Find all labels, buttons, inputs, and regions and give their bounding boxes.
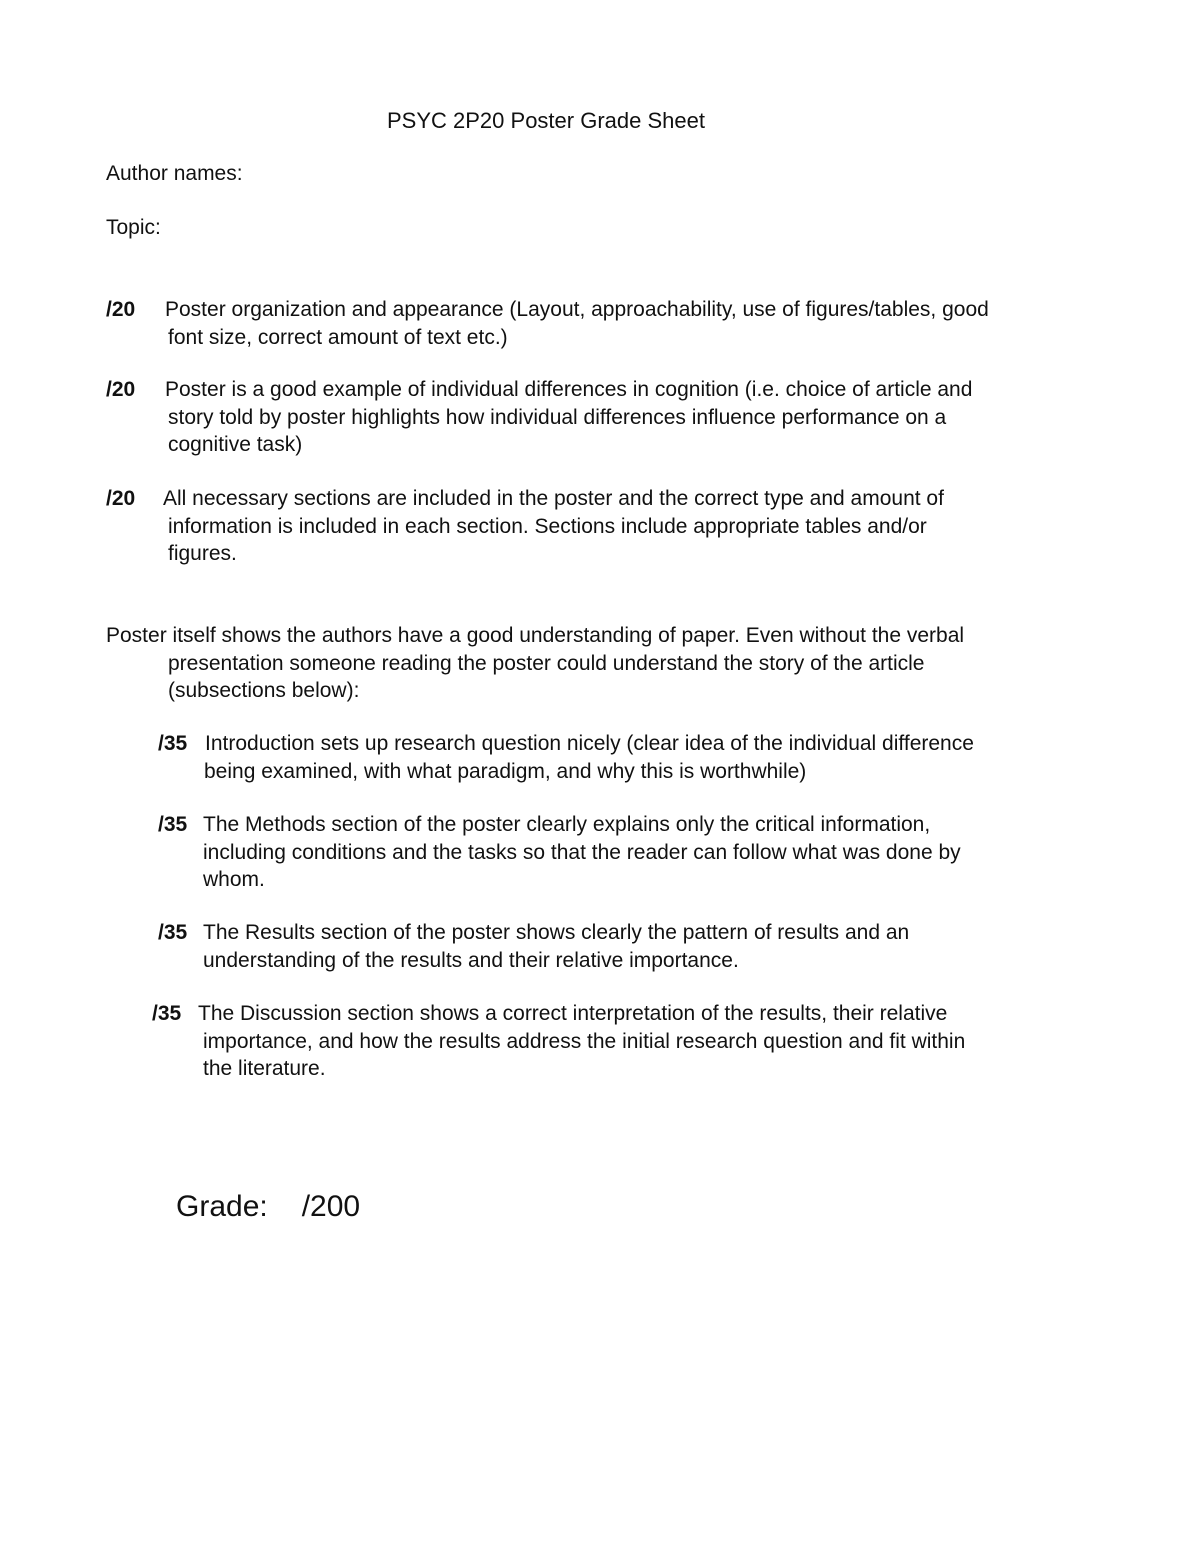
criterion-score: /35 bbox=[158, 732, 188, 755]
criterion-score: /20 bbox=[106, 298, 136, 321]
criterion-text-line: figures. bbox=[168, 542, 237, 565]
grade-line bbox=[176, 1190, 360, 1224]
understanding-intro bbox=[106, 622, 1106, 705]
criterion-text-line: including conditions and the tasks so that the reader can follow what was done by bbox=[203, 840, 961, 864]
criterion-score: /35 bbox=[158, 813, 188, 836]
author-names-label: Author names: bbox=[106, 162, 243, 185]
page-title: PSYC 2P20 Poster Grade Sheet bbox=[387, 108, 705, 133]
criterion-text-line: font size, correct amount of text etc.) bbox=[168, 325, 508, 349]
criterion-text-line: importance, and how the results address the initial research question and fit within bbox=[203, 1029, 966, 1053]
intro-text-line: Poster itself shows the authors have a good understanding of paper. Even without the verbal bbox=[106, 624, 965, 647]
criterion-text-line: information is included in each section. Sections include appropriate tables and/or bbox=[168, 514, 927, 538]
topic-label: Topic: bbox=[106, 216, 161, 239]
criterion-text-line: the literature. bbox=[203, 1057, 326, 1080]
grade-label: Grade: bbox=[176, 1190, 268, 1223]
criterion-text-line: The Methods section of the poster clearly explains only the critical information, bbox=[203, 813, 931, 836]
intro-text-line: (subsections below): bbox=[168, 679, 360, 702]
criterion-text-line: Introduction sets up research question nicely (clear idea of the individual difference bbox=[205, 732, 974, 755]
criterion-score: /35 bbox=[152, 1002, 182, 1025]
grade-total: /200 bbox=[301, 1190, 361, 1223]
criterion-text-line: whom. bbox=[203, 868, 265, 891]
criterion-text-line: The Discussion section shows a correct interpretation of the results, their relative bbox=[198, 1002, 948, 1025]
criterion-text-line: Poster is a good example of individual differences in cognition (i.e. choice of article and bbox=[165, 378, 973, 401]
criterion-text-line: cognitive task) bbox=[168, 433, 303, 456]
criterion-score: /20 bbox=[106, 487, 136, 510]
criterion-score: /35 bbox=[158, 921, 188, 944]
criterion-text-line: story told by poster highlights how individual differences influence performance on a bbox=[168, 405, 947, 429]
criterion-text-line: Poster organization and appearance (Layout, approachability, use of figures/tables, good bbox=[165, 298, 989, 321]
criterion-score: /20 bbox=[106, 378, 136, 401]
criterion-text-line: All necessary sections are included in the poster and the correct type and amount of bbox=[163, 487, 944, 510]
criterion-text-line: being examined, with what paradigm, and why this is worthwhile) bbox=[204, 759, 807, 783]
criterion-text-line: understanding of the results and their relative importance. bbox=[203, 948, 739, 972]
criterion-text-line: The Results section of the poster shows clearly the pattern of results and an bbox=[203, 921, 910, 944]
intro-text-line: presentation someone reading the poster could understand the story of the article bbox=[168, 651, 925, 675]
